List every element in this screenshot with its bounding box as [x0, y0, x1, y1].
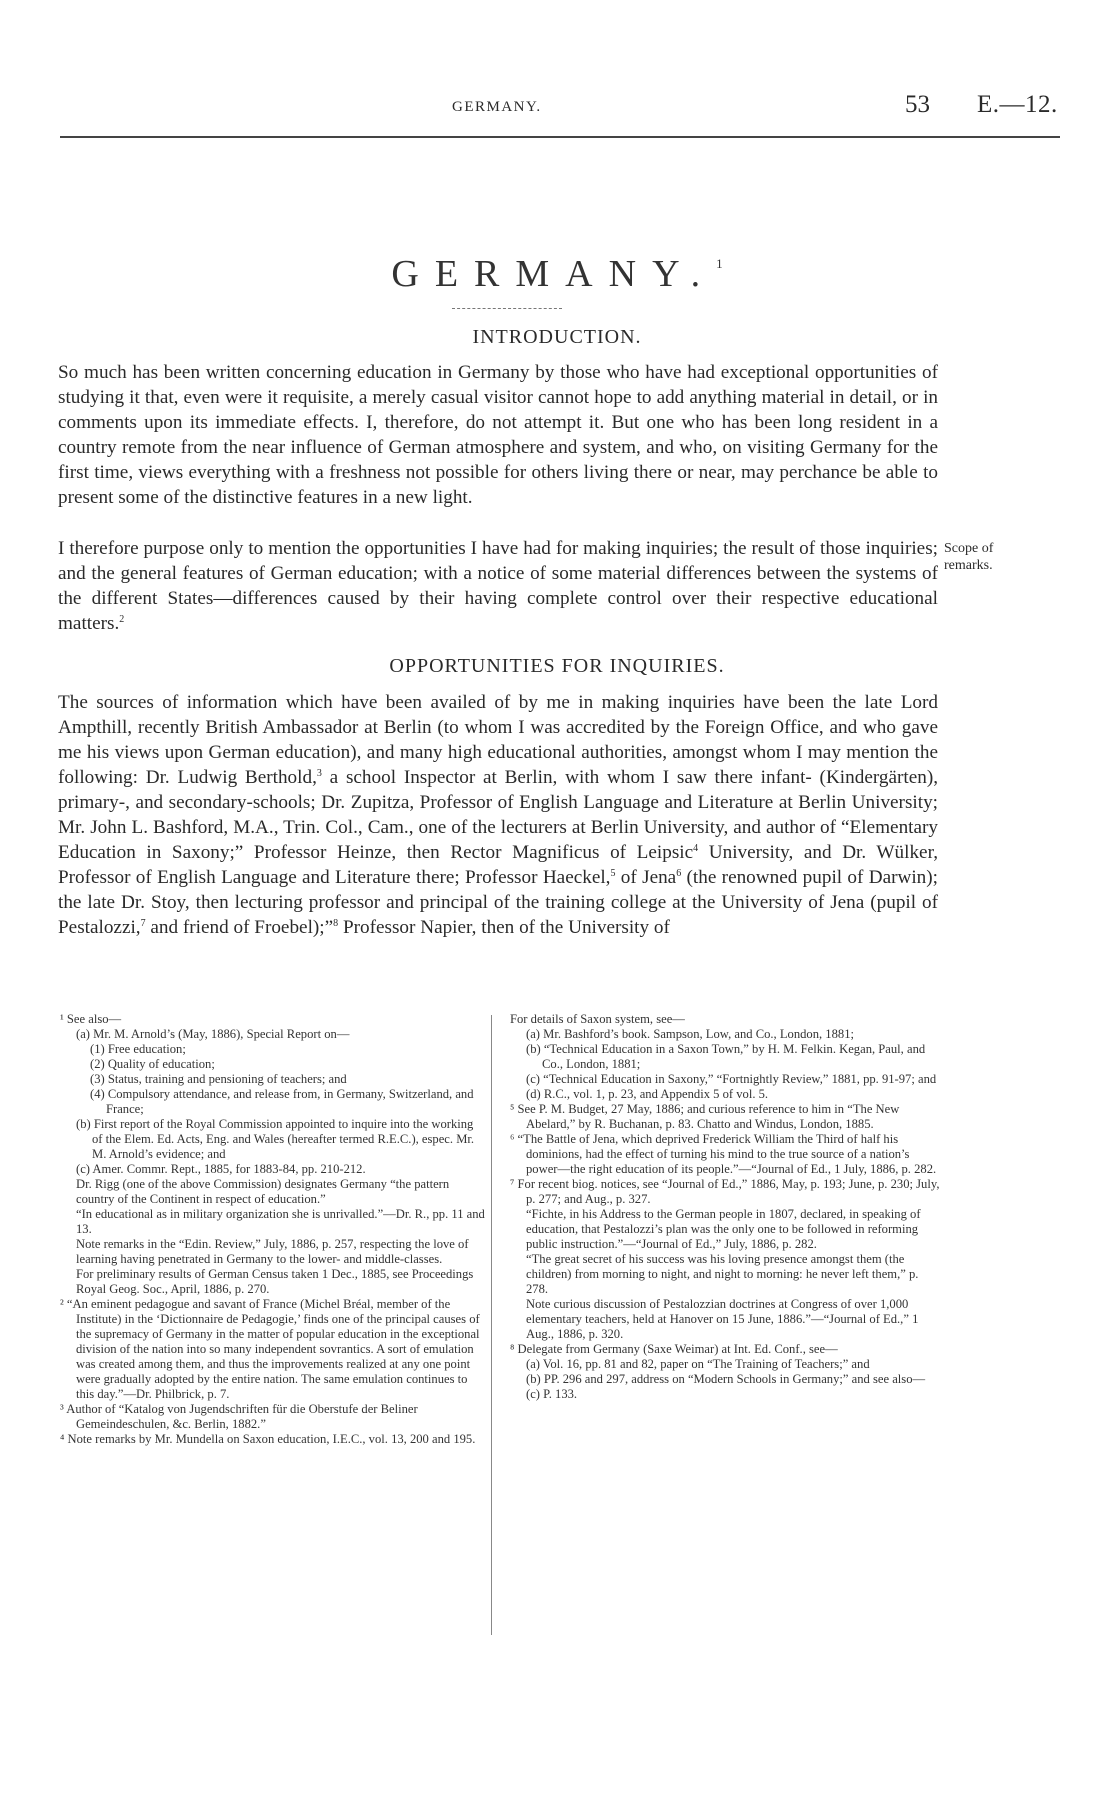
- footnote-line: (a) Mr. Bashford’s book. Sampson, Low, and Co., London, 1881;: [526, 1027, 854, 1041]
- footnote-line: (b) First report of the Royal Commission appointed to inquire into the working of the Elem. Ed. Acts, Eng. and Wales (hereafter termed R.E.C.), espec. Mr. M. Arnold’s evidence; and: [76, 1117, 475, 1161]
- footnote-line: ⁸ Delegate from Germany (Saxe Weimar) at Int. Ed. Conf., see—: [510, 1342, 838, 1356]
- footnote-line: (2) Quality of education;: [90, 1057, 215, 1071]
- text-segment: a school Inspector at Berlin, with whom I saw there infant- (Kindergärten), primary-, and secondary-schools; Dr. Zupitza, Professor of English Language and Literature at Berlin University; Mr. John L. Bashford, M.A., Trin. Col., Cam., one of the lecturers at Berlin University, and author of “Elementary Education in Saxony;” Professor Heinze, then Rector Magnificus of Leipsic: [58, 767, 939, 863]
- footnote-mark-7: 7: [140, 918, 146, 929]
- footnote-line: ⁷ For recent biog. notices, see “Journal of Ed.,” 1886, May, p. 193; June, p. 230; July, p. 277; and Aug., p. 327.: [510, 1177, 940, 1206]
- footnote-line: (a) Mr. M. Arnold’s (May, 1886), Special Report on—: [76, 1027, 350, 1041]
- footnote-line: (c) P. 133.: [526, 1387, 578, 1401]
- footnote-line: (c) “Technical Education in Saxony,” “Fortnightly Review,” 1881, pp. 91-97; and: [526, 1072, 937, 1086]
- footnote-line: Dr. Rigg (one of the above Commission) designates Germany “the pattern country of the Continent in respect of education.”: [76, 1177, 450, 1206]
- document-code: E.—12.: [977, 91, 1058, 118]
- footnote-line: (1) Free education;: [90, 1042, 186, 1056]
- footnote-mark-4: 4: [693, 843, 699, 854]
- text-segment: University, and Dr. Wülker, Professor of English Language and Literature there; Professor Haeckel,: [58, 842, 938, 888]
- intro-paragraph-2: [58, 536, 938, 636]
- footnote-line: ⁶ “The Battle of Jena, which deprived Frederick William the Third of half his dominions, had the effect of turning his mind to the true source of a nation’s power—the right education of its people.”—“Journal of Ed., 1 July, 1886, p. 282.: [510, 1132, 937, 1176]
- opportunities-heading: OPPORTUNITIES FOR INQUIRIES.: [389, 655, 725, 677]
- header-rule: [60, 136, 1060, 138]
- text-segment: and friend of Froebel);”: [145, 917, 334, 938]
- footnote-mark-3: 3: [316, 768, 322, 779]
- page-title-text: GERMANY.: [391, 253, 717, 295]
- text-segment: Professor Napier, then of the University of: [338, 917, 670, 938]
- footnote-line: Note curious discussion of Pestalozzian doctrines at Congress of over 1,000 elementary teachers, held at Hanover on 15 June, 1886.”—“Journal of Ed.,” 1 Aug., 1886, p. 320.: [526, 1297, 919, 1341]
- footnote-line: (3) Status, training and pensioning of teachers; and: [90, 1072, 347, 1086]
- footnote-line: ⁴ Note remarks by Mr. Mundella on Saxon education, I.E.C., vol. 13, 200 and 195.: [60, 1432, 476, 1446]
- footnote-line: ⁵ See P. M. Budget, 27 May, 1886; and curious reference to him in “The New Abelard,” by R. Buchanan, p. 83. Chatto and Windus, London, 1885.: [510, 1102, 900, 1131]
- footnote-line: (a) Vol. 16, pp. 81 and 82, paper on “The Training of Teachers;” and: [526, 1357, 870, 1371]
- footnote-line: (c) Amer. Commr. Rept., 1885, for 1883-84, pp. 210-212.: [76, 1162, 366, 1176]
- text-segment: The sources of information which have been availed of by me in making inquiries have been the late Lord Ampthill, recently British Ambassador at Berlin (to whom I was accredited by the Foreign Office, and who gave me his views upon German education), and many high educational authorities, amongst whom I may mention the following: Dr. Ludwig Berthold,: [58, 692, 938, 788]
- footnotes-right-column: [510, 1012, 940, 1402]
- footnotes-left-column: [60, 1012, 485, 1447]
- footnote-mark-8: 8: [333, 918, 339, 929]
- opportunities-paragraph: [58, 690, 938, 940]
- footnote-mark-5: 5: [610, 868, 616, 879]
- footnote-line: “Fichte, in his Address to the German people in 1807, declared, in speaking of education, that Pestalozzi’s plan was the only one to be followed in reforming public instruction.”—“Journal of Ed.,” July, 1886, p. 282.: [526, 1207, 921, 1251]
- footnote-line: (b) “Technical Education in a Saxon Town,” by H. M. Felkin. Kegan, Paul, and Co., London, 1881;: [526, 1042, 926, 1071]
- footnote-line: ¹ See also—: [60, 1012, 122, 1026]
- footnote-line: (4) Compulsory attendance, and release from, in Germany, Switzerland, and France;: [90, 1087, 474, 1116]
- page-number: 53: [905, 91, 930, 118]
- title-footnote-mark: 1: [716, 256, 723, 271]
- footnote-line: (b) PP. 296 and 297, address on “Modern Schools in Germany;” and see also—: [526, 1372, 926, 1386]
- page-title: [0, 252, 1114, 296]
- footnote-column-divider: [491, 1015, 492, 1635]
- intro-paragraph-1: So much has been written concerning education in Germany by those who have had exceptional opportunities of studying it that, even were it requisite, a merely casual visitor cannot hope to add anything material in detail, or in comments upon its immediate effects. I, therefore, do not attempt it. But one who has been long resident in a country remote from the near influence of German atmosphere and system, and who, on visiting Germany for the first time, views everything with a freshness not possible for others living there or near, may perchance be able to present some of the distinctive features in a new light.: [58, 362, 938, 508]
- introduction-heading: INTRODUCTION.: [472, 326, 642, 348]
- footnote-line: “In educational as in military organization she is unrivalled.”—Dr. R., pp. 11 and 13.: [76, 1207, 485, 1236]
- title-ornament-rule: [452, 308, 562, 309]
- footnote-line: ² “An eminent pedagogue and savant of France (Michel Bréal, member of the Institute) in the ‘Dictionnaire de Pedagogie,’ finds one of the principal causes of the supremacy of Germany in the matter of popular education in the exceptional division of the nation into so many independent sovrantics. A sort of emulation was created among them, and thus the improvements realized at any one point were gradually adopted by the entire nation. The same emulation continues to this day.”—Dr. Philbrick, p. 7.: [60, 1297, 480, 1401]
- footnote-mark-6: 6: [676, 868, 682, 879]
- intro-paragraph-2-text: I therefore purpose only to mention the opportunities I have had for making inquiries; the result of those inquiries; and the general features of German education; with a notice of some material differences between the systems of the different States—differences caused by their having complete control over their respective educational matters.: [58, 538, 938, 634]
- text-segment: of Jena: [615, 867, 677, 888]
- footnote-line: ³ Author of “Katalog von Jugendschriften für die Oberstufe der Beliner Gemeindeschulen, &c. Berlin, 1882.”: [60, 1402, 418, 1431]
- footnote-line: Note remarks in the “Edin. Review,” July, 1886, p. 257, respecting the love of learning having penetrated in Germany to the lower- and middle-classes.: [76, 1237, 469, 1266]
- footnote-line: (d) R.C., vol. 1, p. 23, and Appendix 5 of vol. 5.: [526, 1087, 769, 1101]
- margin-note: Scope of remarks.: [944, 541, 994, 573]
- footnote-line: For preliminary results of German Census taken 1 Dec., 1885, see Proceedings Royal Geog. Soc., April, 1886, p. 270.: [76, 1267, 474, 1296]
- footnote-line: For details of Saxon system, see—: [510, 1012, 685, 1026]
- footnote-line: “The great secret of his success was his loving presence amongst them (the children) from morning to night, and night to morning: he never left them,” p. 278.: [526, 1252, 919, 1296]
- footnote-mark-2: 2: [119, 614, 125, 625]
- running-title: GERMANY.: [452, 99, 542, 115]
- text-segment: (the renowned pupil of Darwin); the late Dr. Stoy, then lecturing professor and principal of the training college at the University of Jena (pupil of Pestalozzi,: [58, 867, 938, 938]
